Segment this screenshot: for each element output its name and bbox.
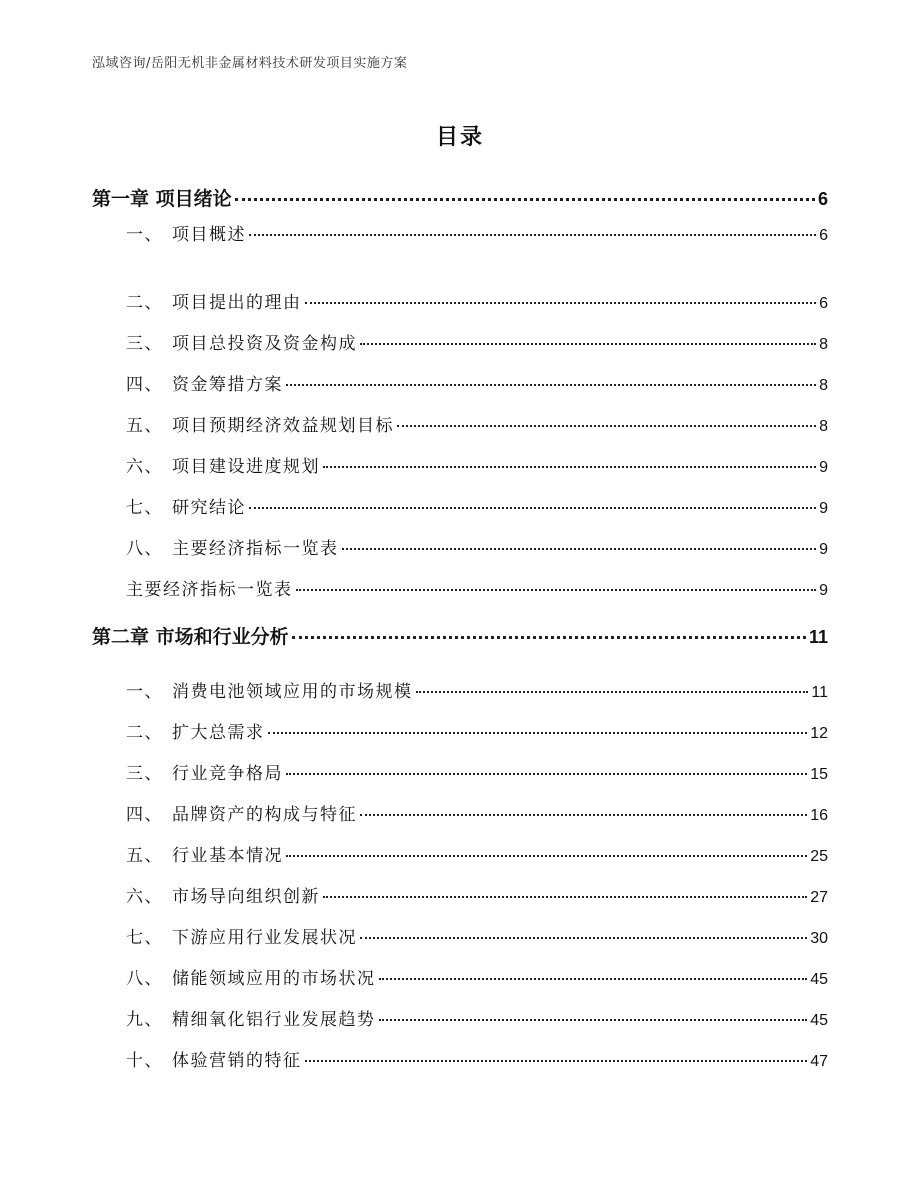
toc-entry-number: 四、 [126,805,163,825]
toc-entry[interactable] [126,370,828,395]
dot-leader [360,814,807,816]
toc-entry[interactable] [126,677,828,702]
toc-page-number: 15 [810,766,828,783]
dot-leader [360,343,816,345]
toc-entry[interactable] [126,493,828,518]
toc-entry[interactable] [126,841,828,866]
toc-page-number: 6 [819,295,828,312]
toc-entry-number: 八、 [126,539,163,559]
toc-entry[interactable] [126,964,828,989]
dot-leader [286,855,807,857]
toc-entry[interactable] [126,759,828,784]
toc-page-number: 25 [810,848,828,865]
toc-entry-number: 二、 [126,293,163,313]
toc-entry-text: 储能领域应用的市场状况 [172,969,376,989]
toc-entry-text: 市场导向组织创新 [172,887,320,907]
dot-leader [379,1019,808,1021]
toc-page-number: 30 [810,930,828,947]
toc-entry[interactable] [126,1005,828,1030]
toc-entry-number: 三、 [126,764,163,784]
toc-entry[interactable] [126,534,828,559]
toc-page-number: 47 [810,1053,828,1070]
toc-title: 目录 [435,125,484,150]
toc-entry-text: 扩大总需求 [172,723,265,743]
toc-entry[interactable] [126,411,828,436]
toc-entry[interactable] [126,329,828,354]
toc-entry-text: 主要经济指标一览表 [126,580,293,600]
toc-entry-number: 二、 [126,723,163,743]
toc-page-number: 9 [819,500,828,517]
dot-leader [323,896,807,898]
toc-chapter-label: 第一章 项目绪论 [92,188,232,210]
toc-entry[interactable] [126,923,828,948]
toc-entry-text: 品牌资产的构成与特征 [172,805,357,825]
dot-leader [342,548,817,550]
toc-page-number: 9 [819,459,828,476]
toc-entry[interactable] [126,800,828,825]
toc-entry-text: 下游应用行业发展状况 [172,928,357,948]
toc-entry-number: 四、 [126,375,163,395]
toc-entry-text: 精细氧化铝行业发展趋势 [172,1010,376,1030]
dot-leader [296,589,817,591]
dot-leader [379,978,808,980]
toc-page-number: 45 [810,1012,828,1029]
toc-entry-number: 一、 [126,225,163,245]
toc-entry-number: 六、 [126,457,163,477]
toc-entry-text: 体验营销的特征 [172,1051,302,1071]
toc-page-number: 6 [819,227,828,244]
dot-leader [235,198,815,201]
toc-entry[interactable] [126,718,828,743]
dot-leader [268,732,808,734]
toc-entry-number: 五、 [126,846,163,866]
toc-entry[interactable] [126,288,828,313]
toc-page-number: 11 [811,684,828,701]
toc-entry[interactable] [126,882,828,907]
toc-entry-number: 七、 [126,928,163,948]
toc-entry[interactable] [126,452,828,477]
dot-leader [397,425,816,427]
toc-entry-text: 资金筹措方案 [172,375,283,395]
dot-leader [305,302,817,304]
toc-page-number: 8 [819,336,828,353]
toc-chapter-1[interactable] [92,184,828,211]
toc-entry-text: 项目提出的理由 [172,293,302,313]
toc-entry-text: 消费电池领域应用的市场规模 [172,682,413,702]
toc-entry-number: 一、 [126,682,163,702]
dot-leader [292,636,806,639]
toc-entry-text: 项目建设进度规划 [172,457,320,477]
toc-page-number: 9 [819,541,828,558]
toc-page-number: 45 [810,971,828,988]
toc-entry-text: 项目总投资及资金构成 [172,334,357,354]
toc-entry-text: 项目概述 [172,225,246,245]
toc-entry-number: 三、 [126,334,163,354]
dot-leader [286,384,816,386]
toc-page-number: 8 [819,377,828,394]
toc-entry-number: 七、 [126,498,163,518]
toc-entry[interactable] [126,220,828,245]
dot-leader [249,507,816,509]
toc-entry-text: 项目预期经济效益规划目标 [172,416,394,436]
toc-page-number: 12 [810,725,828,742]
toc-chapter-2[interactable] [92,622,828,649]
toc-entry-number: 八、 [126,969,163,989]
toc-page-number: 8 [819,418,828,435]
toc-entry[interactable] [126,1046,828,1071]
dot-leader [360,937,807,939]
toc-chapter-label: 第二章 市场和行业分析 [92,626,289,648]
dot-leader [249,234,816,236]
toc-page-number: 16 [810,807,828,824]
toc-page-number: 27 [810,889,828,906]
dot-leader [305,1060,808,1062]
toc-page-number: 11 [808,627,828,647]
toc-entry-text: 研究结论 [172,498,246,518]
toc-entry-text: 主要经济指标一览表 [172,539,339,559]
dot-leader [416,691,809,693]
toc-entry-number: 十、 [126,1051,163,1071]
toc-entry-number: 五、 [126,416,163,436]
toc-entry-number: 九、 [126,1010,163,1030]
toc-entry-text: 行业基本情况 [172,846,283,866]
toc-entry-text: 行业竞争格局 [172,764,283,784]
dot-leader [323,466,816,468]
toc-entry-number: 六、 [126,887,163,907]
dot-leader [286,773,807,775]
toc-page-number: 6 [817,189,828,209]
toc-page-number: 9 [819,582,828,599]
toc-entry[interactable] [126,575,828,600]
running-header: 泓域咨询/岳阳无机非金属材料技术研发项目实施方案 [92,56,408,71]
